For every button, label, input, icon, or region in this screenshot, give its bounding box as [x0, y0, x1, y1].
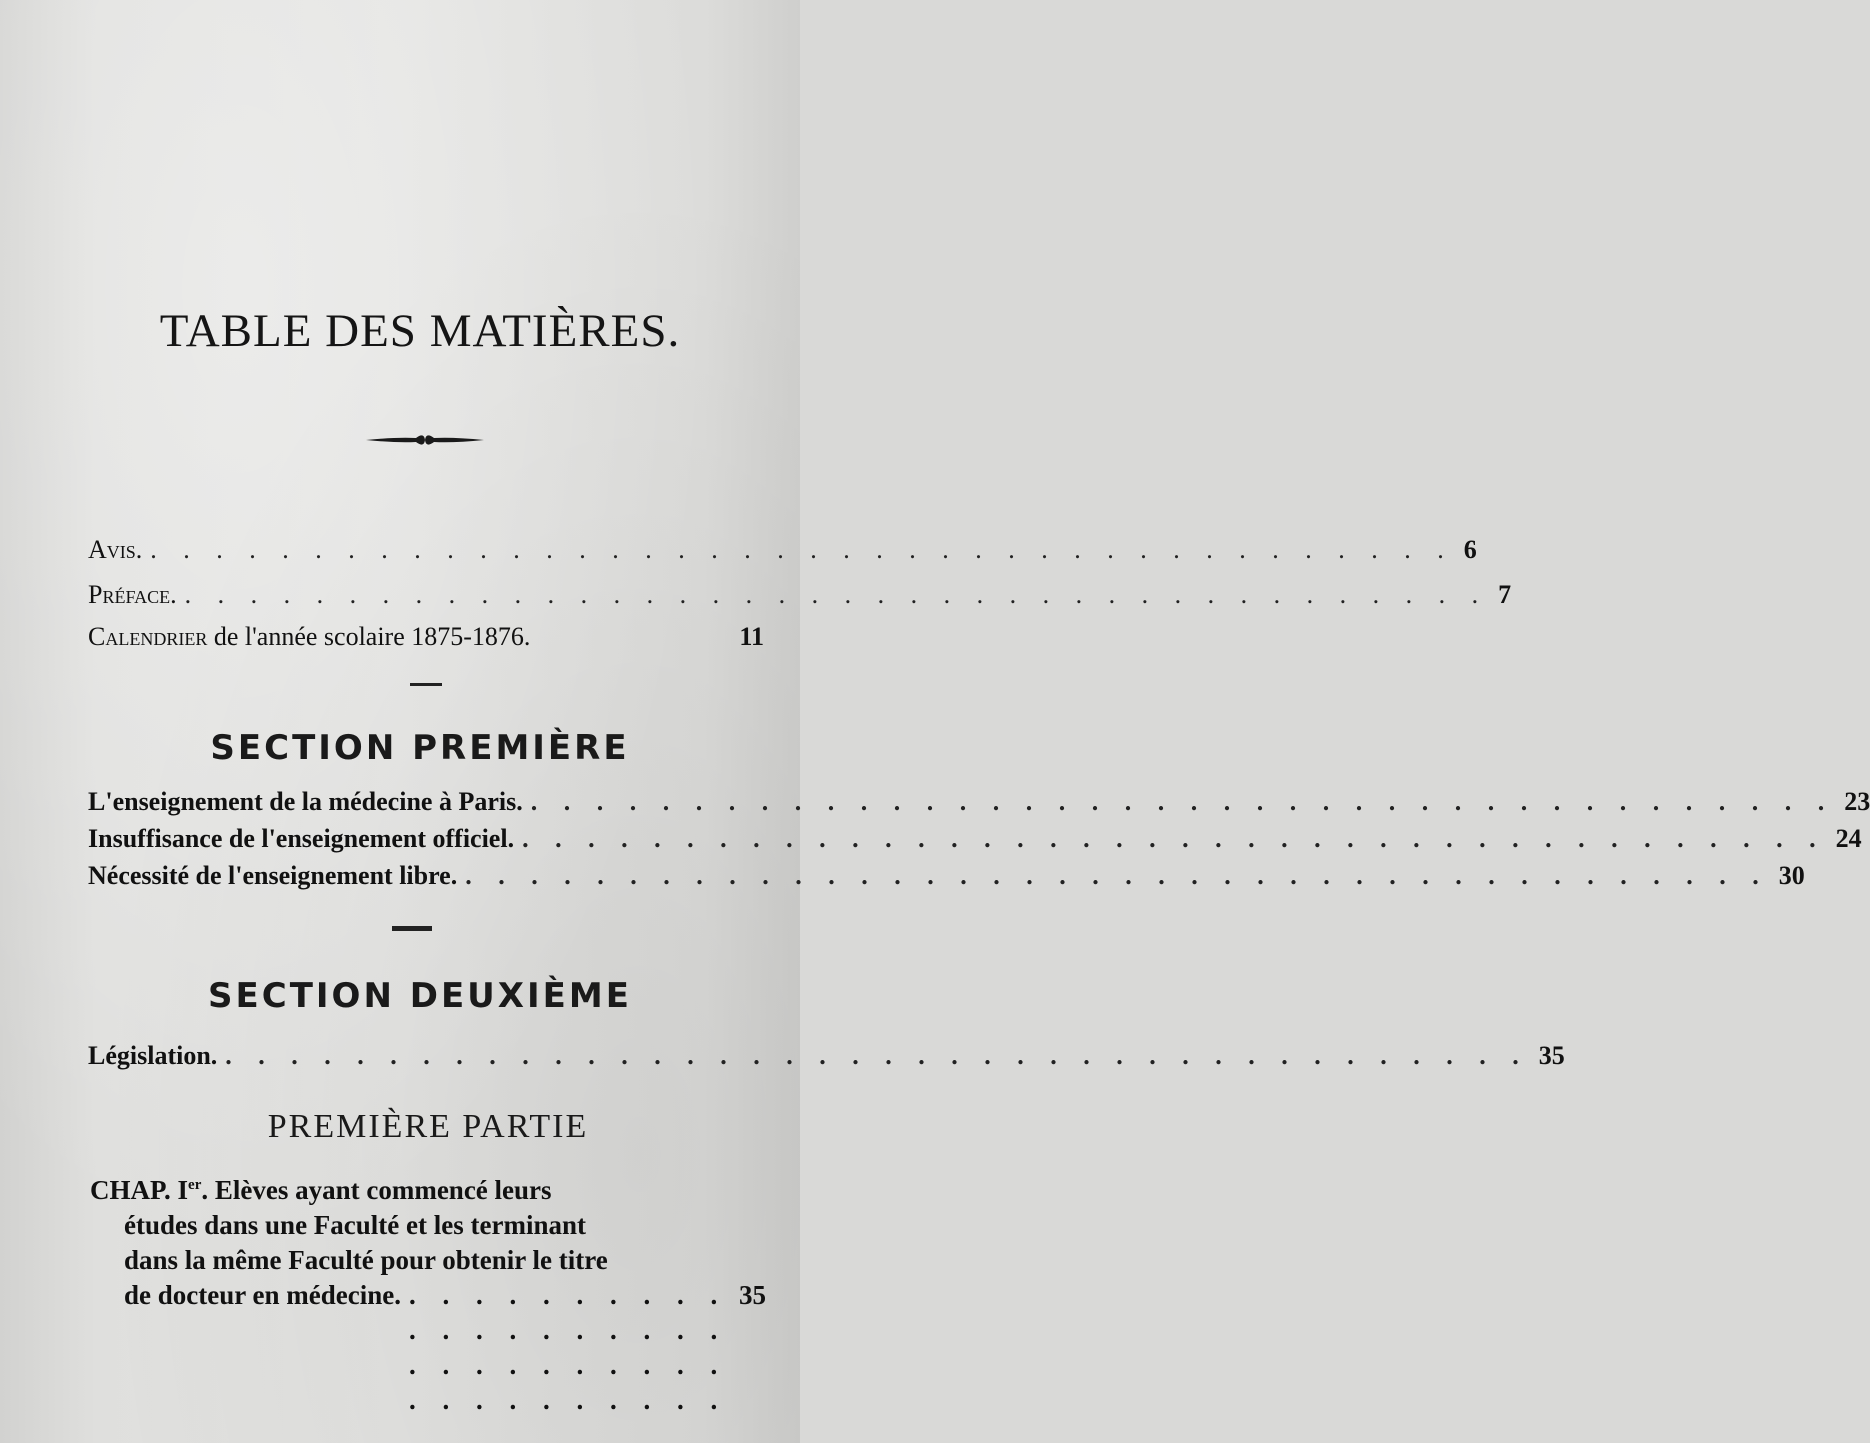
toc-entry-enseignement-paris — [88, 786, 1870, 818]
ornament-divider — [366, 428, 484, 452]
toc-entry-calendrier — [88, 621, 764, 653]
dot-leader: . . . . . . . . . . . . . . . . . . . . . . . . . . . . . . . . . . . . . . . . — [530, 787, 1835, 816]
dot-leader: . . . . . . . . . . . . . . . . . . . . . . . . . . . . . . . . . . . . . . . . — [465, 861, 1769, 890]
toc-entry-label: Insuffisance de l'enseignement officiel. — [88, 824, 515, 853]
dot-leader: . . . . . . . . . . . . . . . . . . . . . . . . . . . . . . . . . . . . . . . . — [184, 580, 1489, 609]
toc-entry-necessite — [88, 860, 1805, 892]
toc-entry-avis — [88, 534, 1477, 566]
toc-page-number: 7 — [1498, 580, 1512, 609]
toc-page-number: 24 — [1835, 824, 1862, 853]
toc-entry-insuffisance — [88, 823, 1862, 855]
dot-leader: . . . . . . . . . . . . . . . . . . . . . . . . . . . . . . . . . . . . . . . . — [150, 535, 1454, 564]
toc-entry-label: Préface. — [88, 580, 177, 609]
toc-entry-legislation — [88, 1040, 1565, 1072]
dot-leader: . . . . . . . . . . . . . . . . . . . . . . . . . . . . . . . . . . . . . . . . — [522, 824, 1826, 853]
dot-leader: . . . . . . . . . . . . . . . . . . . . . . . . . . . . . . . . . . . . . . . . — [408, 1280, 728, 1415]
separator-dash — [392, 926, 432, 931]
section-heading-2: SECTION DEUXIÈME — [208, 976, 632, 1016]
toc-page-number: 35 — [1538, 1041, 1565, 1070]
chapter-prefix-sup: er — [188, 1177, 202, 1193]
toc-entry-label: Législation. — [88, 1041, 218, 1070]
toc-entry-label — [88, 621, 530, 653]
chapter-entry-1 — [90, 1168, 766, 1418]
toc-entry-label: L'enseignement de la médecine à Paris. — [88, 787, 523, 816]
toc-page-number: 6 — [1463, 535, 1477, 564]
toc-entry-label-rest: de l'année scolaire 1875-1876. — [213, 622, 531, 651]
toc-entry-label: Avis. — [88, 535, 143, 564]
toc-page-number: 35 — [739, 1280, 766, 1310]
toc-page-number: 23 — [1844, 787, 1870, 816]
chapter-line — [90, 1168, 766, 1208]
section-heading-1: SECTION PREMIÈRE — [210, 728, 630, 768]
part-heading-1: PREMIÈRE PARTIE — [267, 1108, 589, 1145]
toc-page-number: 11 — [739, 622, 764, 651]
separator-dash — [410, 683, 442, 686]
dot-leader: . . . . . . . . . . . . . . . . . . . . . . . . . . . . . . . . . . . . . . . . — [225, 1041, 1529, 1070]
page-title: TABLE DES MATIÈRES. — [159, 305, 681, 357]
chapter-title-line: . Elèves ayant commencé leurs — [201, 1175, 552, 1205]
toc-page-number: 30 — [1778, 861, 1805, 890]
toc-entry-label-smallcaps: Calendrier — [88, 622, 208, 651]
chapter-title-line: de docteur en médecine. — [124, 1280, 401, 1310]
chapter-line: dans la même Faculté pour obtenir le titre — [124, 1245, 608, 1275]
toc-entry-preface — [88, 579, 1512, 611]
chapter-line-last — [90, 1278, 766, 1418]
chapter-prefix: CHAP. I — [90, 1175, 189, 1205]
toc-entry-label: Nécessité de l'enseignement libre. — [88, 861, 458, 890]
chapter-line: études dans une Faculté et les terminant — [124, 1210, 586, 1240]
